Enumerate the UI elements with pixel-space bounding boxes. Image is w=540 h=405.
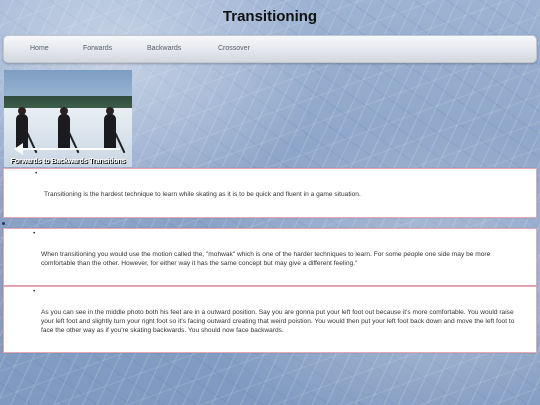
- nav-item-home[interactable]: Home: [30, 45, 49, 52]
- left-arrow-icon: [20, 148, 120, 150]
- page-title: Transitioning: [222, 8, 318, 25]
- content-panel: [3, 228, 537, 286]
- nav-item-forwards[interactable]: Forwards: [83, 45, 113, 52]
- bullet-marker: [2, 222, 5, 225]
- left-arrow-head-icon: [14, 143, 23, 155]
- nav-item-crossover[interactable]: Crossover: [218, 45, 250, 52]
- content-panel: [3, 168, 537, 218]
- list-item: • As you can see in the middle photo both his feet are in a outward position. Say you are gonna put your left foot out because it's more comfortable. You would raise your left foot and slightly turn your right foot so it's facing outward creating that weird poistion. You would then put your left foot back down and move the left foot to face the other way as if you're skating backwards. You should now face backwards.: [4, 287, 536, 336]
- list-item: • Transitioning is the hardest technique to learn while skating as it is to be quick and fluent in a game situation.: [4, 169, 536, 199]
- nav-item-backwards[interactable]: Backwards: [147, 45, 182, 52]
- nav-bar: [3, 35, 537, 63]
- content-panel: [3, 286, 537, 353]
- photo-caption: Forwards to Backwards Transitions: [10, 156, 126, 165]
- list-item: • When transitioning you would use the motion called the, "mohwak" which is one of the harder techniques to learn. For some people one side may be more comfortable than the other. However, for either way it has the same concept but may give a different feeling.": [4, 229, 536, 268]
- transition-photo: [4, 70, 132, 167]
